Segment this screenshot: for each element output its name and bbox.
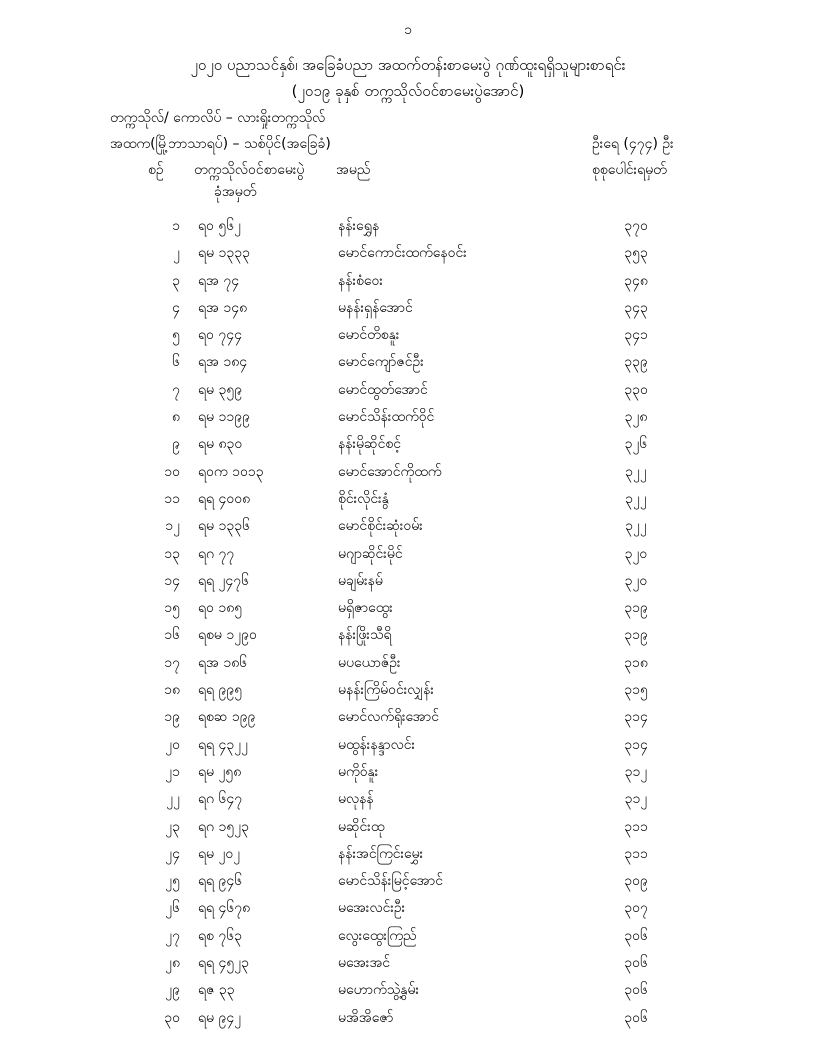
- row-number: ၂၆: [165, 900, 180, 917]
- document-title: ၂၀၂၀ ပညာသင်နှစ်၊ အခြေခံပညာ အထက်တန်းစာမေးပွဲ ဂုဏ်ထူးရရှိသူများစာရင်း: [190, 56, 626, 74]
- table-row: [0, 649, 816, 676]
- row-number: ၂၇: [165, 927, 180, 944]
- column-header-roll: တက္ကသိုလ်ဝင်စာမေးပွဲ: [194, 162, 305, 178]
- student-name: စိုင်းလိုင်းနွံ: [338, 490, 389, 507]
- university-label: တက္ကသိုလ်/ ကောလိပ် – လားရှိုးတက္ကသိုလ်: [110, 110, 326, 126]
- row-number: ၁၉: [164, 709, 180, 726]
- student-name: မဂျာဆိုင်းမိုင်: [338, 545, 403, 562]
- row-number: ၁၇: [164, 654, 180, 671]
- row-number: ၂: [173, 245, 180, 262]
- roll-number: ရဝ ၅၆၂: [198, 218, 241, 234]
- total-marks: ၃၂၂: [625, 463, 647, 480]
- total-marks: ၃၁၁: [624, 845, 648, 862]
- roll-number: ရအ ၁၄၈: [198, 299, 248, 316]
- table-row: [0, 403, 816, 430]
- row-number: ၁၄: [164, 572, 180, 589]
- total-marks: ၃၀၆: [624, 955, 648, 972]
- total-marks: ၃၁၄: [624, 709, 648, 726]
- roll-number: ရရ ၄၅၂၃: [198, 955, 250, 972]
- row-number: ၁: [172, 218, 180, 234]
- student-name: နန်းအင်ကြင်းမွှေး: [338, 845, 424, 862]
- student-name: မရှိဇာထွေး: [338, 600, 393, 617]
- table-row: [0, 731, 816, 758]
- roll-number: ရအ ၁၈၄: [198, 354, 248, 371]
- row-number: ၂၈: [165, 955, 180, 972]
- student-name: မောင်သိန်းမြင့်အောင်: [338, 873, 443, 890]
- student-name: မလုနန်: [338, 791, 374, 808]
- document-subtitle: (၂၀၁၉ ခုနှစ် တက္ကသိုလ်ဝင်စာမေးပွဲအောင်): [291, 82, 525, 100]
- student-name: မအေးလင်းဦး: [338, 900, 406, 917]
- roll-number: ရမ ၈၃၀: [198, 436, 243, 453]
- table-row: [0, 512, 816, 539]
- student-name: မောင်လက်ရိုးအောင်: [338, 709, 439, 726]
- column-header-no: စဉ်: [148, 162, 164, 178]
- total-marks: ၃၅၃: [624, 245, 648, 262]
- roll-number: ရရ ၉၄၆: [198, 873, 243, 890]
- table-row: [0, 922, 816, 949]
- column-header-roll-line2: ခုံအမှတ်: [214, 184, 257, 200]
- table-row: [0, 430, 816, 457]
- table-row: [0, 785, 816, 812]
- row-number: ၂၂: [166, 791, 180, 808]
- row-number: ၉: [172, 436, 180, 453]
- row-number: ၁၆: [164, 627, 180, 644]
- table-row: [0, 294, 816, 321]
- student-name: မနန်းရှန်အောင်: [338, 299, 413, 316]
- student-name: နန်းမိုဆိုင်စင့်: [338, 436, 401, 453]
- table-row: [0, 212, 816, 239]
- student-name: မပယောဇ်ဦး: [338, 654, 401, 671]
- roll-number: ရဂ ၆၄၇: [198, 791, 243, 808]
- roll-number: ရရ ၄၀၀၈: [198, 490, 251, 507]
- total-marks: ၃၀၆: [624, 927, 648, 944]
- table-row: [0, 1004, 816, 1031]
- student-name: မအိအိဇော်: [338, 1009, 394, 1026]
- student-name: မအေးအင်: [338, 955, 391, 972]
- table-row: [0, 540, 816, 567]
- roll-number: ရဇ ၃၃: [198, 982, 235, 999]
- row-number: ၂၄: [165, 845, 180, 862]
- table-row: [0, 703, 816, 730]
- student-name: နန်းရွှေန: [338, 218, 380, 234]
- total-marks: ၃၂၀: [624, 572, 648, 589]
- row-number: ၁၁: [164, 490, 180, 507]
- total-marks: ၃၂၆: [624, 436, 648, 453]
- student-name: မနန်းကြိမ်ဝင်းလျှန်း: [338, 682, 434, 699]
- roll-number: ရရ ၄၃၂၂: [198, 736, 249, 753]
- roll-number: ရရ ၂၄၇၆: [198, 572, 250, 589]
- total-marks: ၃၄၈: [624, 272, 648, 289]
- total-marks: ၃၀၆: [624, 982, 648, 999]
- total-marks: ၃၃၀: [624, 381, 648, 398]
- table-row: [0, 676, 816, 703]
- total-marks: ၃၁၂: [624, 763, 648, 780]
- student-name: နန်းစံဝေး: [338, 272, 383, 289]
- table-row: [0, 376, 816, 403]
- total-marks: ၃၀၉: [624, 873, 648, 890]
- roll-number: ရအ ၇၄: [198, 272, 240, 289]
- roll-number: ရရ ၄၆၇၈: [198, 900, 251, 917]
- total-marks: ၃၂၈: [624, 409, 648, 426]
- student-name: လွေးထွေးကြည်: [338, 927, 417, 944]
- table-row: [0, 594, 816, 621]
- row-number: ၇: [172, 381, 180, 398]
- table-row: [0, 894, 816, 921]
- total-marks: ၃၁၉: [624, 627, 648, 644]
- table-row: [0, 485, 816, 512]
- roll-number: ရမ ၂၅၈: [198, 763, 242, 780]
- row-number: ၁၈: [164, 682, 180, 699]
- student-count: ဦးရေ (၄၇၄) ဦး: [592, 136, 674, 152]
- student-name: မောင်ကျော်ဇင်ဦး: [338, 354, 424, 371]
- school-label: အထက(မြို့ဘာသာရပ်) – သစ်ပိုင်(အခြေခံ): [110, 136, 331, 152]
- total-marks: ၃၄၁: [624, 327, 648, 344]
- table-row: [0, 840, 816, 867]
- roll-number: ရဂ ၇၇: [198, 545, 235, 562]
- student-name: နန်းဖြိုးသီရိ: [338, 627, 392, 644]
- student-name: မချမ်းနမ်: [338, 572, 383, 589]
- total-marks: ၃၁၅: [624, 682, 648, 699]
- total-marks: ၃၂၂: [625, 490, 647, 507]
- row-number: ၂၃: [165, 818, 180, 835]
- roll-number: ရစ ၇၆၃: [198, 927, 242, 944]
- roll-number: ရမ ၂၀၂: [198, 845, 241, 862]
- row-number: ၂၁: [165, 763, 180, 780]
- total-marks: ၃၀၇: [624, 900, 648, 917]
- total-marks: ၃၃၉: [624, 354, 648, 371]
- table-row: [0, 813, 816, 840]
- row-number: ၂၀: [165, 736, 180, 753]
- results-table: [0, 212, 816, 1031]
- row-number: ၄: [172, 299, 180, 316]
- roll-number: ရစမ ၁၂၉၀: [198, 627, 257, 644]
- row-number: ၁၅: [164, 600, 180, 617]
- roll-number: ရ၀က ၁၀၁၃: [198, 463, 264, 480]
- row-number: ၈: [172, 409, 180, 426]
- row-number: ၁၀: [164, 463, 180, 480]
- student-name: မောင်ထွတ်အောင်: [338, 381, 428, 398]
- roll-number: ရ၀ ၁၈၅: [198, 600, 243, 617]
- row-number: ၅: [172, 327, 180, 344]
- table-row: [0, 458, 816, 485]
- column-header-name: အမည်: [336, 162, 371, 178]
- roll-number: ရဂ ၁၅၂၃: [198, 818, 249, 835]
- page-number: ၁: [404, 22, 412, 38]
- student-name: မကိုဝ်နူး: [338, 763, 379, 780]
- roll-number: ရမ ၉၄၂: [198, 1009, 242, 1026]
- roll-number: ရအ ၁၈၆: [198, 654, 248, 671]
- roll-number: ရရ ၉၉၅: [198, 682, 243, 699]
- total-marks: ၃၇၀: [624, 218, 648, 234]
- table-row: [0, 348, 816, 375]
- column-header-marks: စုစုပေါင်းရမှတ်: [592, 162, 667, 178]
- table-row: [0, 321, 816, 348]
- student-name: မောင်သိန်းထက်ဝိုင်: [338, 409, 435, 426]
- student-name: မောင်အောင်ကိုထက်: [338, 463, 442, 480]
- table-row: [0, 949, 816, 976]
- total-marks: ၃၁၂: [624, 791, 648, 808]
- row-number: ၂၉: [165, 982, 180, 999]
- total-marks: ၃၁၈: [624, 654, 648, 671]
- total-marks: ၃၂၂: [625, 518, 647, 535]
- table-row: [0, 758, 816, 785]
- student-name: မောင်စိုင်းဆုံးဝမ်း: [338, 518, 423, 535]
- row-number: ၁၃: [164, 545, 180, 562]
- table-row: [0, 567, 816, 594]
- row-number: ၁၂: [165, 518, 180, 535]
- total-marks: ၃၁၁: [624, 818, 648, 835]
- row-number: ၃: [172, 272, 180, 289]
- student-name: မောင်ကောင်းထက်နေဝင်း: [338, 245, 467, 262]
- table-row: [0, 267, 816, 294]
- row-number: ၃၀: [164, 1009, 180, 1026]
- total-marks: ၃၂၀: [624, 545, 648, 562]
- total-marks: ၃၁၉: [624, 600, 648, 617]
- roll-number: ရမ ၁၃၃၆: [198, 518, 250, 535]
- student-name: မဆိုင်းထု: [338, 818, 385, 835]
- roll-number: ရမ ၁၁၉၉: [198, 409, 250, 426]
- roll-number: ရစဆ ၁၉၉: [198, 709, 256, 726]
- row-number: ၆: [172, 354, 180, 371]
- row-number: ၂၅: [165, 873, 180, 890]
- total-marks: ၃၁၄: [624, 736, 648, 753]
- table-row: [0, 239, 816, 266]
- student-name: မဟောက်သွဲ့နွမ်း: [338, 982, 420, 999]
- roll-number: ရ၀ ၇၄၄: [198, 327, 242, 344]
- roll-number: ရမ ၃၅၉: [198, 381, 243, 398]
- total-marks: ၃၄၃: [624, 299, 648, 316]
- table-row: [0, 976, 816, 1003]
- table-row: [0, 621, 816, 648]
- roll-number: ရမ ၁၃၃၃: [198, 245, 250, 262]
- total-marks: ၃၀၆: [624, 1009, 648, 1026]
- student-name: မထွန်းနန္ဒာလင်း: [338, 736, 416, 753]
- student-name: မောင်တိစနူး: [338, 327, 400, 344]
- table-row: [0, 867, 816, 894]
